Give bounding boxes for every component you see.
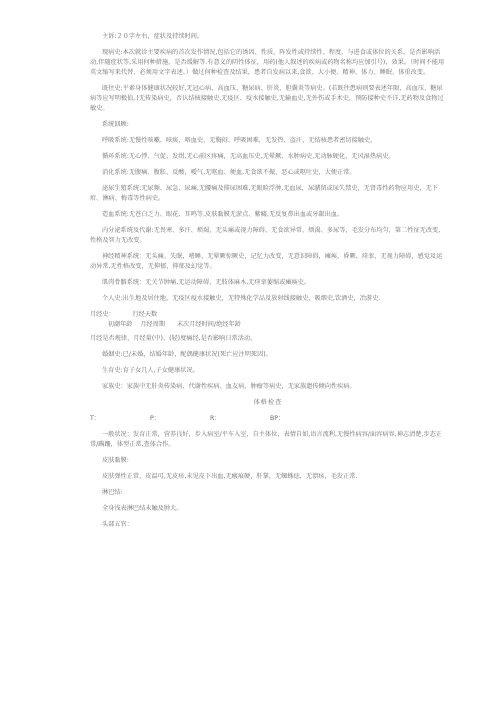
vital-blood-pressure: BP： <box>270 415 285 422</box>
present-illness-history: 现病史:本次就诊主要疾病的首次发作情况,包括它的诱因、性质、阵发性或持续性、程度，与进食或体位的关系，是否影响活动,伴随症状等,采用何种措施，是否缓解等.有意义的阴性体征，用药(他人叙述的疾病或药物名称均应加引号)，效果。（时间不能用英文缩写来代替，必须用文字表述。）做过何种检查及结果，患者自发病以来,食欲、大小便、精神、体力、睡眠、体重改变。 <box>90 49 445 76</box>
lymph-findings: 全身浅表淋巴结未触及肿大。 <box>102 505 183 512</box>
system-circulatory: 循环系统:无心悸、气促、发绀,无心前区疼痛，无高血压史,无晕厥、水肿病史,无动脉硬化，无风湿热病史。 <box>102 153 395 160</box>
skin-findings: 皮肤弹性正常，皮温可,无皮疹,未见皮下出血,无瘢痕硬，肝掌，无蜘蛛痣，无溃疡，毛发正常. <box>102 473 358 480</box>
system-respiratory: 呼吸系统:无慢性咳嗽、咳痰、咯血史，无胸闷、呼吸困难，无发热、盗汗，无结核患者密切接触史。 <box>102 137 377 144</box>
marital-history: 婚姻史:已/未婚，结婚年龄，配偶健康状况(死亡应注明死因)。 <box>102 351 272 358</box>
childbearing-history: 生育史:育子女几人,子女健康状况。 <box>102 367 199 374</box>
menstrual-history: 月经是否规律，月经量(中)、(轻)度痛经,是否影响日常活动。 <box>90 335 257 342</box>
family-history: 家族史：家族中无肝炎传染病、代谢性疾病、血友病、肿瘤等病史，无家族遗传倾向性疾病。 <box>102 383 356 390</box>
chief-complaint: 主诉:２０字左右，症状及持续时间。 <box>102 33 204 40</box>
system-neuro: 神经精神系统：无头痛、失眠，嗜睡，无晕厥惊厥史，记忆力改变，无意识障碍，瘫痪，昏厥、痉挛，无视力障碍，感觉及运动异常,无性格改变，无抑郁、抑郁及幻觉等。 <box>90 253 443 270</box>
systems-review-heading: 系统回顾: <box>102 121 129 128</box>
skin-heading: 皮肤黏膜: <box>102 457 129 464</box>
lymph-heading: 淋巴结: <box>102 489 123 496</box>
vital-signs-row <box>90 414 446 424</box>
personal-history: 个人史:出生地及居住地，无疫区疫水接触史，无特殊化学品及放射线接触史，吸烟史,饮酒史，冶游史. <box>102 295 381 302</box>
general-condition: 一般状况：发育正常，营养良好，步入病室/平车入室，自主体位，表情自如,语言流利,无慢性病容/面容病容,神志清楚,步态正常/蹒跚，体型正常,查体合作。 <box>90 431 442 448</box>
system-digestive: 消化系统:无腹痛、腹胀、反酸，嗳气,无呕血、便血,无食欲不振、恶心或呕吐史，大便正常。 <box>102 169 356 176</box>
vital-temperature: T： <box>90 415 100 422</box>
past-history: 既往史:平素身体健康状况较好,无冠心病、高血压、糖尿病、肝炎、胆囊炎等病史。(若既往患病则要表述年限，高血压、糖尿病等应写明极值。)无传染病史，否认结核接触史,无疫区、疫水接触史,无输血史,无外伤或手术史，预防接种史不详,无药物及食物过敏史。 <box>90 85 444 112</box>
vital-respiration: R： <box>210 415 221 422</box>
head-features-heading: 头部五官： <box>102 521 133 528</box>
system-musculoskeletal: 肌肉骨骼系统：无关节肿痛,无运动障碍，无肢体麻木,无痉挛萎缩或瘫痪史。 <box>102 279 311 286</box>
system-hematopoietic: 造血系统:无苍白乏力、眼花、耳鸣等,皮肤黏膜无淤点、紫癜,无反复鼻出血或牙龈出血。 <box>102 211 344 218</box>
system-endocrine: 内分泌系统及代谢:无畏寒、多汗、烦渴，无头痛或视力障碍，无食欲异常、烦渴、多尿等，毛发分布均匀，第二性征无改变,性格及智力无改变。 <box>90 227 441 244</box>
system-urogenital: 泌尿生殖系统:无尿频、尿急、尿痛,无腰痛及排尿困难,无眼睑浮肿,无血尿，尿潴留或尿失禁史，无肾毒性药物应用史，无下疳、淋病、梅毒等性病史。 <box>90 185 438 202</box>
menstrual-formula: 月经史： 行经天数 初潮年龄 月经周期 末次月经时间/绝经年龄 <box>90 311 241 328</box>
physical-exam-title: 体格检查 <box>253 399 283 406</box>
vital-pulse: P： <box>150 415 160 422</box>
